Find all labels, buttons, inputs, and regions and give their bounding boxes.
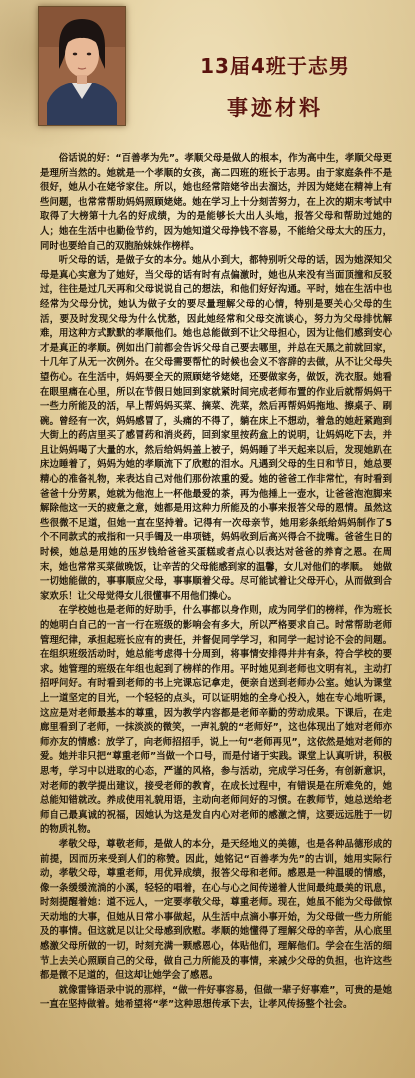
portrait-illustration [39,7,125,125]
paragraph-obey-parents: 听父母的话，是做子女的本分。她从小到大，都特别听父母的话，因为她深知父母是真心实意为了她好，当父母的话有时有点偏激时，她也从来没有当面顶撞和反驳过，往往是过几天再和父母说说自己的想法，和他们好好沟通。平时，她在生活中也经常为父母分忧，她认为做子女的要尽量理解父母的心情，特别是要关心父母的生活，要及时发现父母为什么忧愁，因此她经常和父母交流谈心，努力为父母排忧解难，用这种方式默默的孝顺他们。她也总能做到不让父母担心，因为让他们感到安心才是真正的孝顺。例如出门前都会告诉父母自己要去哪里，并总在天黑之前就回家，十几年了从无一次例外。在父母需要帮忙的时候也会义不容辞的去做，从不让父母失望伤心。在生活中，妈妈要全天的照顾姥爷姥姥，还要做家务，做饭，洗衣服。她看在眼里痛在心里，所以在节假日她回到家就紧时间完成老师布置的作业后就帮妈妈干一些力所能及的活，早上帮妈妈买菜、摘菜、洗菜，然后再帮妈妈拖地、擦桌子、刷碗。曾经有一次，妈妈感冒了，头痛的不得了，躺在床上不想动，着急的她赶紧跑到大街上的药店里买了感冒药和消炎药，回到家里按药盒上的说明，让妈妈吃下去，并且让妈妈喝了大量的水，然后给妈妈盖上被子，妈妈睡了半天起来以后，发现她趴在床边睡着了，妈妈为她的孝顺流下了欣慰的泪水。凡遇到父母的生日和节日，她总要精心的准备礼物，来表达自己对他们那份浓重的爱。她的爸爸工作非常忙，有时看到爸爸十分劳累，她就为他泡上一杯他最爱的茶，再为他捶上一壶水，让爸爸泡泡脚来解除他这一天的疲惫之意，她都是用这种力所能及的小事来报答父母的恩情。虽然这些很微不足道，但她一直在坚持着。记得有一次母亲节，她用彩条纸给妈妈制作了5个不同款式的戒指和一只手镯及一串项链，妈妈收到后高兴得合不拢嘴。爸爸生日的时候，她总是用她的压岁钱给爸爸买蛋糕或者点心以表达对爸爸的养育之恩。在周末，她也常常买菜做晚饭，让辛苦的父母能感到家的温馨，女儿对他们的孝顺。 她做一切她能做的，事事顺应父母，事事顺着父母。尽可能试着让父母开心，从而做到合家欢乐！让父母觉得女儿很懂事不用他们操心。 [40,255,392,602]
title-deeds-material: 事迹材料 [227,96,323,120]
paragraph-conclusion: 就像雷锋语录中说的那样，“做一件好事容易，但做一辈子好事难”，可贵的是她一直在坚持做着。她希望将“孝”这种思想传承下去，让孝风传扬整个社会。 [40,984,392,1011]
paragraph-filial-piety-intro: 俗话说的好：“百善孝为先”。孝顺父母是做人的根本，作为高中生，孝顺父母更是理所当然的。她就是一个孝顺的女孩，高二四班的班长于志男。由于家庭条件不是很好，她从小在姥爷家住。所以，她也经常陪姥爷出去溜达，并因为姥姥在精神上有些问题，也常常帮助妈妈照顾姥姥。她在学习上十分刻苦努力，在上次的期末考试中取得了大榜第十九名的好成绩，为的是能够长大出人头地，报答父母和帮助过她的人；她在生活中也勤俭节约，因为她知道父母挣钱不容易，不能给父母太大的压力，同时也要给自己的双胞胎妹妹作榜样。 [40,153,392,252]
paragraph-gratitude: 孝敬父母，尊敬老师，是做人的本分，是天经地义的美德，也是各种品德形成的前提，因而历来受到人们的称赞。因此，她铭记“百善孝为先”的古训，她用实际行动，孝敬父母，尊重老师，用优异成绩，报答父母和老师。感恩是一种温暖的情感，像一条缓缓流淌的小溪，轻轻的唱着，在心与心之间传递着人世间最纯最美的讯息，时刻提醒着她：道不远人，一定要孝敬父母，尊重老师。现在，她虽不能为父母做惊天动地的大事，但她从日常小事做起，从生活中点滴小事开始，为父母做一些力所能及的事情。但这就足以让父母感到欣慰。孝顺的她懂得了理解父母的辛苦，从心底里感激父母所做的一切，时刻充满一颗感恩心，体贴他们，理解他们。学会在生活的细节上去关心照顾自己的父母，做自己力所能及的事情，来减少父母的负担，也许这些都是微不足道的，但这却让她学会了感恩。 [40,838,392,982]
article-body [40,152,392,1013]
paragraph-respect-teachers: 在学校她也是老师的好助手，什么事都以身作则，成为同学们的榜样，作为班长的她明白自己的一言一行在班级的影响会有多大，所以严格要求自己。时常帮助老师管理纪律，承担起班长应有的责任，并督促同学学习，和同学一起讨论不会的问题。在组织班级活动时，她总能考虑得十分周到，将事情安排得井井有条，符合学校的要求。她管理的班级在年组也起到了榜样的作用。平时她见到老师也文明有礼，主动打招呼问好。有时看到老师的书上完课忘记拿走，便亲自送到老师办公室。她认为课堂上一道坚定的目光，一个轻轻的点头，可以证明她的全身心投入，她在专心地听课，这应是对老师最基本的尊重，因为教学内容都是老师辛勤的劳动成果。下课后，在走廊里看到了老师，一抹淡淡的微笑，一声礼貌的“老师好”，这也体现出了她对老师亦师亦友的情感：放学了，向老师招招手，说上一句“老师再见”，这依然是她对老师的爱。她并非只把“尊重老师”当做一个口号，而是付诸于实践。课堂上认真听讲，积极思考，学习中以进取的心态，严谨的风格，参与活动，完成学习任务，有创新意识，对老师的教学提出建议，接受老师的教育，在成长过程中，有错误是在所难免的，她总能知错就改。养成使用礼貌用语，主动向老师问好的习惯。在教师节，她总送给老师自己最真诚的祝福，因她认为这是发自内心对老师的感激之情，这要远远胜于一切的物质礼物。 [40,605,392,836]
student-portrait-photo [38,6,126,126]
title-class-name: 13届4班于志男 [200,54,350,78]
